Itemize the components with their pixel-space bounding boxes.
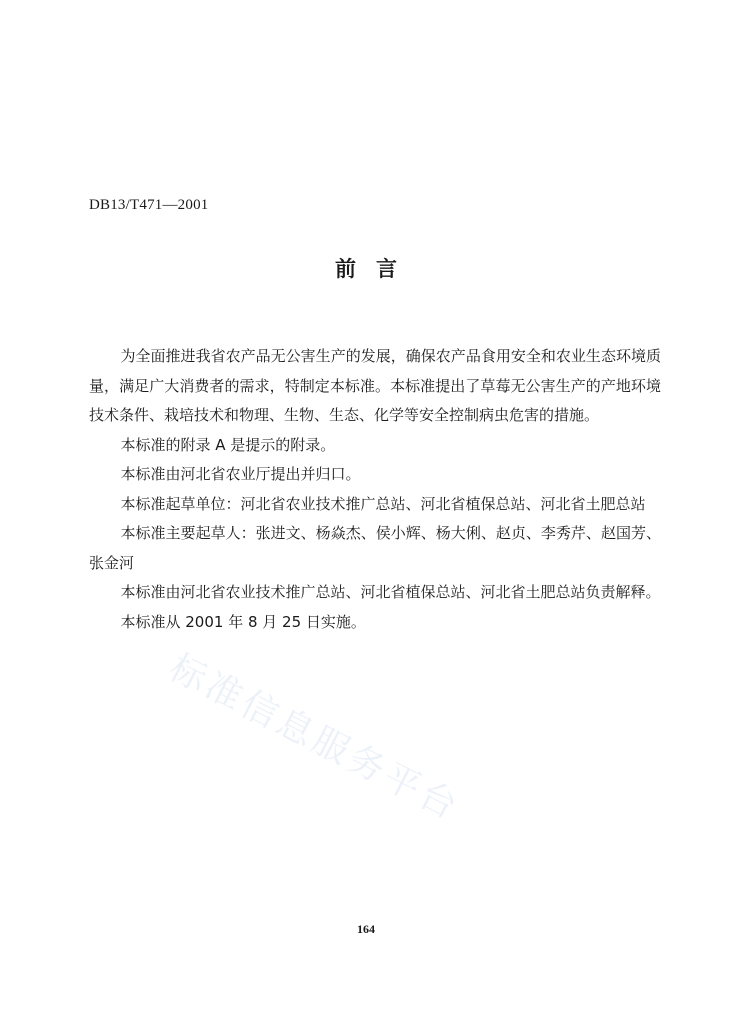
watermark: 标准信息服务平台 — [162, 647, 467, 829]
foreword-body — [89, 342, 661, 637]
page-title: 前言 — [335, 257, 417, 281]
paragraph-interpretation: 本标准由河北省农业技术推广总站、河北省植保总站、河北省土肥总站负责解释。 — [120, 583, 661, 601]
paragraph-proposer: 本标准由河北省农业厅提出并归口。 — [120, 465, 361, 483]
paragraph-drafters: 本标准主要起草人：张进文、杨焱杰、侯小辉、杨大俐、赵贞、李秀芹、赵国芳、张金河 — [89, 524, 661, 572]
document-code: DB13/T471—2001 — [89, 197, 209, 213]
paragraph-purpose: 为全面推进我省农产品无公害生产的发展，确保农产品食用安全和农业生态环境质量，满足广大消费者的需求，特制定本标准。本标准提出了草莓无公害生产的产地环境技术条件、栽培技术和物理、生物、生态、化学等安全控制病虫危害的措施。 — [89, 347, 661, 424]
page-number: 164 — [357, 922, 375, 936]
paragraph-effective-date: 本标准从 2001 年 8 月 25 日实施。 — [120, 612, 366, 631]
paragraph-drafting-units: 本标准起草单位：河北省农业技术推广总站、河北省植保总站、河北省土肥总站 — [120, 494, 646, 513]
paragraph-appendix: 本标准的附录 A 是提示的附录。 — [120, 435, 336, 454]
